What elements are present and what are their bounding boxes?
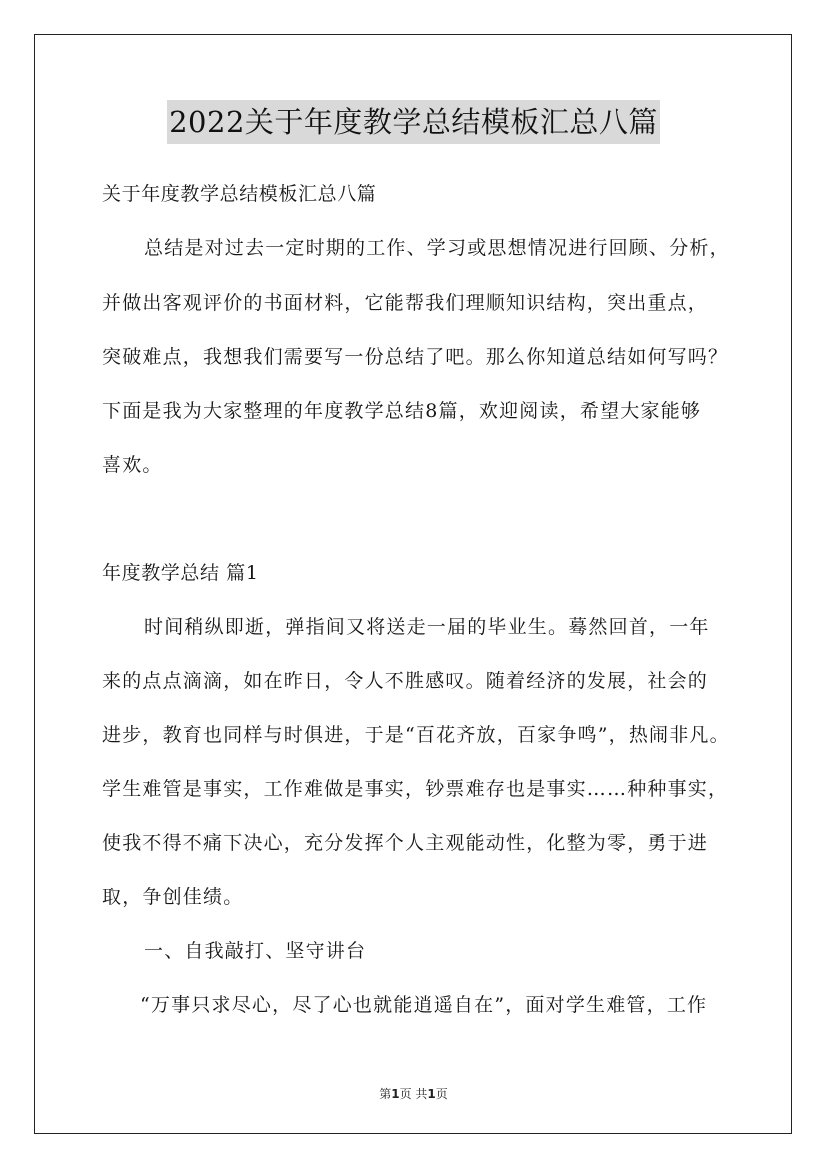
footer-page-current: 1 xyxy=(391,1087,400,1101)
paragraph-line-5: 使我不得不痛下决心，充分发挥个人主观能动性，化整为零，勇于进 xyxy=(102,832,709,854)
document-title: 2022关于年度教学总结模板汇总八篇 xyxy=(167,100,660,144)
title-container xyxy=(0,100,827,144)
intro-line-3: 突破难点，我想我们需要写一份总结了吧。那么你知道总结如何写吗？ xyxy=(102,346,729,368)
footer-page-suffix: 页 xyxy=(435,1087,448,1101)
paragraph-line-2: 来的点点滴滴，如在昨日，令人不胜感叹。随着经济的发展，社会的 xyxy=(102,670,709,692)
intro-line-2: 并做出客观评价的书面材料，它能帮我们理顺知识结构，突出重点， xyxy=(102,292,709,314)
intro-line-4: 下面是我为大家整理的年度教学总结8篇，欢迎阅读，希望大家能够 xyxy=(102,400,702,422)
section-heading: 年度教学总结 篇1 xyxy=(102,562,259,584)
paragraph-line-3: 进步，教育也同样与时俱进，于是“百花齐放，百家争鸣”，热闹非凡。 xyxy=(102,724,730,746)
footer-page-mid: 页 共 xyxy=(399,1087,428,1101)
paragraph-line-1: 时间稍纵即逝，弹指间又将送走一届的毕业生。蓦然回首，一年 xyxy=(144,616,710,638)
intro-line-5: 喜欢。 xyxy=(102,454,163,476)
page-footer xyxy=(0,1085,827,1102)
footer-page-prefix: 第 xyxy=(379,1087,392,1101)
footer-page-total: 1 xyxy=(427,1087,436,1101)
intro-line-1: 总结是对过去一定时期的工作、学习或思想情况进行回顾、分析， xyxy=(144,237,730,259)
document-subtitle: 关于年度教学总结模板汇总八篇 xyxy=(102,183,377,205)
paragraph-line-7: “万事只求尽心，尽了心也就能逍遥自在”，面对学生难管，工作 xyxy=(140,994,708,1016)
paragraph-line-6: 取，争创佳绩。 xyxy=(102,886,244,908)
paragraph-line-4: 学生难管是事实，工作难做是事实，钞票难存也是事实……种种事实， xyxy=(102,778,729,800)
subheading: 一、自我敲打、坚守讲台 xyxy=(144,940,367,962)
